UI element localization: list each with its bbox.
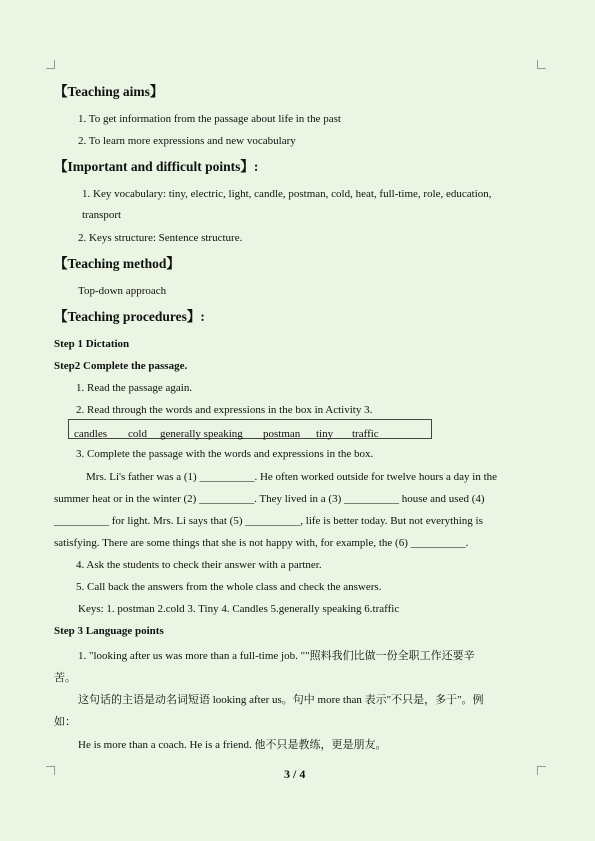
language-point-line-4: 如： [54,716,76,728]
answer-keys: Keys: 1. postman 2.cold 3. Tiny 4. Candles 5.generally speaking 6.traffic [78,603,400,615]
crop-mark-top-right [537,60,546,69]
step2-item-1: 1. Read the passage again. [76,382,193,394]
aim-item-2: 2. To learn more expressions and new vocabulary [78,135,296,147]
aim-item-1: 1. To get information from the passage about life in the past [78,113,341,125]
word-box-item: tiny [316,428,334,440]
passage-line-2: summer heat or in the winter (2) __________. They lived in a (3) __________ house and used (4) [54,493,485,505]
crop-mark-bottom-left [46,766,55,775]
point-structure: 2. Keys structure: Sentence structure. [78,232,243,244]
passage-line-3: __________ for light. Mrs. Li says that (5) __________, life is better today. But not everything is [54,515,483,527]
point-vocabulary-line1: 1. Key vocabulary: tiny, electric, light, candle, postman, cold, heat, full-time, role, education, [82,188,492,200]
language-point-example: He is more than a coach. He is a friend. 他不只是教练，更是朋友。 [78,739,387,751]
word-box-item: candles [74,428,107,440]
language-point-line-3: 这句话的主语是动名词短语 looking after us。句中 more than 表示"不只是，多于"。例 [78,694,484,706]
step3-heading: Step 3 Language points [54,625,164,637]
word-box-item: cold [128,428,147,440]
crop-mark-top-left [46,60,55,69]
heading-teaching-procedures: 【Teaching procedures】: [54,309,205,324]
heading-teaching-aims: 【Teaching aims】 [54,84,164,99]
language-point-line-2: 苦。 [54,672,76,684]
word-box-item: traffic [352,428,379,440]
step2-item-5: 5. Call back the answers from the whole class and check the answers. [76,581,382,593]
passage-line-4: satisfying. There are some things that she is not happy with, for example, the (6) __________. [54,537,469,549]
word-box [68,419,432,439]
point-vocabulary-line2: transport [82,209,122,221]
word-box-item: generally speaking [160,428,243,440]
step2-heading: Step2 Complete the passage. [54,360,188,372]
step1-heading: Step 1 Dictation [54,338,130,350]
language-point-line-1: 1. "looking after us was more than a full-time job. ""照料我们比做一份全职工作还要辛 [78,650,475,662]
crop-mark-bottom-right [537,766,546,775]
heading-teaching-method: 【Teaching method】 [54,256,180,271]
step2-item-2: 2. Read through the words and expressions in the box in Activity 3. [76,404,373,416]
step2-item-3: 3. Complete the passage with the words and expressions in the box. [76,448,374,460]
word-box-item: postman [263,428,301,440]
page-number: 3 / 4 [284,767,306,781]
passage-line-1: Mrs. Li's father was a (1) __________. He often worked outside for twelve hours a day in the [86,471,498,483]
step2-item-4: 4. Ask the students to check their answer with a partner. [76,559,322,571]
method-text: Top-down approach [78,285,167,297]
heading-difficult-points: 【Important and difficult points】: [54,159,259,174]
